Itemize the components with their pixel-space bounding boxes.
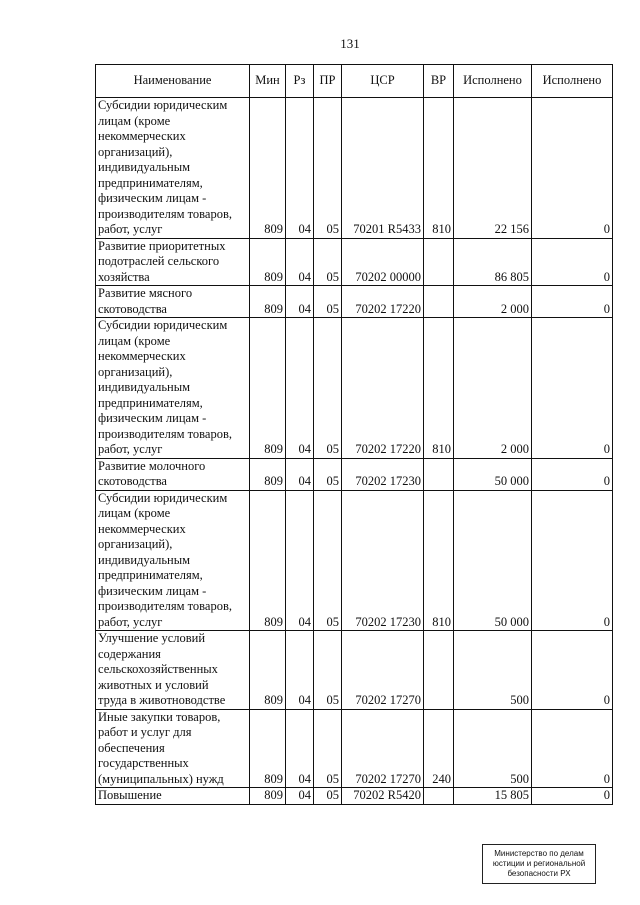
cell-name-line: производителям товаров,: [98, 426, 232, 441]
cell-vr: [424, 458, 454, 490]
cell-rz: 04: [286, 631, 314, 710]
cell-executed-2: 0: [532, 709, 613, 788]
cell-vr: 810: [424, 318, 454, 459]
header-vr: ВР: [424, 65, 454, 98]
cell-name-line: работ, услуг: [98, 442, 163, 456]
header-csr: ЦСР: [342, 65, 424, 98]
cell-executed-1: 22 156: [454, 98, 532, 239]
cell-executed-2: 0: [532, 490, 613, 631]
cell-name: [96, 709, 250, 788]
cell-vr: [424, 238, 454, 286]
cell-pr: 05: [314, 98, 342, 239]
stamp-line: безопасности РХ: [507, 869, 571, 878]
cell-executed-1: 2 000: [454, 286, 532, 318]
cell-name: [96, 788, 250, 805]
cell-rz: 04: [286, 286, 314, 318]
cell-min: 809: [250, 98, 286, 239]
cell-rz: 04: [286, 490, 314, 631]
cell-name-line: организаций),: [98, 144, 173, 159]
cell-executed-2: 0: [532, 286, 613, 318]
cell-vr: 240: [424, 709, 454, 788]
header-executed-2: Исполнено: [532, 65, 613, 98]
cell-pr: 05: [314, 490, 342, 631]
cell-pr: 05: [314, 318, 342, 459]
cell-min: 809: [250, 709, 286, 788]
cell-name-line: индивидуальным: [98, 160, 191, 174]
cell-min: 809: [250, 458, 286, 490]
cell-executed-1: 500: [454, 631, 532, 710]
cell-rz: 04: [286, 238, 314, 286]
cell-pr: 05: [314, 788, 342, 805]
cell-pr: 05: [314, 286, 342, 318]
table-body: [96, 98, 613, 805]
table-row: [96, 631, 613, 710]
cell-name-line: предпринимателям,: [98, 175, 203, 190]
cell-executed-2: 0: [532, 788, 613, 805]
cell-name: [96, 458, 250, 490]
header-pr: ПР: [314, 65, 342, 98]
cell-name-line: работ и услуг для: [98, 725, 192, 739]
cell-csr: 70202 17220: [342, 318, 424, 459]
cell-pr: 05: [314, 238, 342, 286]
cell-name-line: работ, услуг: [98, 614, 163, 629]
table-row: [96, 98, 613, 239]
table-row: [96, 709, 613, 788]
table-row: [96, 238, 613, 286]
stamp-line: юстиции и региональной: [492, 859, 586, 868]
cell-csr: 70201 R5433: [342, 98, 424, 239]
cell-vr: 810: [424, 490, 454, 631]
cell-name: [96, 286, 250, 318]
cell-name-line: труда в животноводстве: [98, 693, 226, 707]
cell-name-line: животных и условий: [98, 677, 209, 692]
cell-executed-1: 86 805: [454, 238, 532, 286]
header-min: Мин: [250, 65, 286, 98]
cell-executed-2: 0: [532, 631, 613, 710]
cell-min: 809: [250, 490, 286, 631]
cell-name-line: Повышение: [98, 788, 162, 802]
cell-name-line: Субсидии юридическим: [98, 318, 228, 332]
cell-name: [96, 631, 250, 710]
cell-name-line: предпринимателям,: [98, 568, 203, 582]
cell-name-line: Развитие молочного: [98, 458, 206, 473]
table-row: [96, 490, 613, 631]
cell-name-line: некоммерческих: [98, 521, 186, 536]
cell-name-line: обеспечения: [98, 740, 165, 755]
cell-csr: 70202 R5420: [342, 788, 424, 805]
cell-min: 809: [250, 286, 286, 318]
cell-name-line: содержания: [98, 646, 161, 661]
cell-pr: 05: [314, 709, 342, 788]
cell-executed-1: 50 000: [454, 490, 532, 631]
cell-name-line: физическим лицам -: [98, 191, 207, 205]
cell-executed-1: 500: [454, 709, 532, 788]
cell-name-line: физическим лицам -: [98, 583, 207, 598]
cell-rz: 04: [286, 318, 314, 459]
cell-name: [96, 238, 250, 286]
cell-csr: 70202 17270: [342, 709, 424, 788]
cell-csr: 70202 00000: [342, 238, 424, 286]
cell-vr: [424, 788, 454, 805]
cell-name-line: лицам (кроме: [98, 506, 171, 520]
cell-executed-2: 0: [532, 458, 613, 490]
cell-pr: 05: [314, 458, 342, 490]
cell-name-line: лицам (кроме: [98, 333, 171, 348]
cell-vr: [424, 631, 454, 710]
cell-min: 809: [250, 788, 286, 805]
cell-name-line: Субсидии юридическим: [98, 98, 228, 112]
cell-name-line: государственных: [98, 756, 189, 770]
cell-name-line: организаций),: [98, 364, 173, 379]
cell-name-line: индивидуальным: [98, 552, 191, 567]
cell-name-line: хозяйства: [98, 269, 150, 284]
cell-name: [96, 318, 250, 459]
cell-name-line: Развитие мясного: [98, 286, 193, 300]
cell-min: 809: [250, 318, 286, 459]
cell-executed-1: 50 000: [454, 458, 532, 490]
cell-name-line: производителям товаров,: [98, 206, 232, 221]
cell-name-line: Иные закупки товаров,: [98, 709, 221, 724]
cell-min: 809: [250, 238, 286, 286]
cell-vr: [424, 286, 454, 318]
cell-name: [96, 98, 250, 239]
cell-executed-2: 0: [532, 98, 613, 239]
cell-csr: 70202 17270: [342, 631, 424, 710]
cell-executed-2: 0: [532, 318, 613, 459]
cell-name-line: предпринимателям,: [98, 395, 203, 410]
page-number: 131: [340, 36, 360, 51]
cell-name-line: скотоводства: [98, 301, 167, 316]
table-row: [96, 788, 613, 805]
table-row: [96, 458, 613, 490]
cell-name-line: лицам (кроме: [98, 113, 171, 128]
cell-rz: 04: [286, 709, 314, 788]
cell-csr: 70202 17230: [342, 490, 424, 631]
ministry-stamp: [482, 844, 596, 884]
budget-table: [95, 64, 613, 805]
cell-name-line: Субсидии юридическим: [98, 490, 228, 505]
cell-rz: 04: [286, 98, 314, 239]
cell-min: 809: [250, 631, 286, 710]
cell-executed-2: 0: [532, 238, 613, 286]
stamp-line: Министерство по делам: [494, 849, 584, 858]
table-row: [96, 318, 613, 459]
cell-csr: 70202 17230: [342, 458, 424, 490]
cell-executed-1: 15 805: [454, 788, 532, 805]
header-rz: Рз: [286, 65, 314, 98]
cell-executed-1: 2 000: [454, 318, 532, 459]
header-executed-1: Исполнено: [454, 65, 532, 98]
header-name: Наименование: [96, 65, 250, 98]
cell-csr: 70202 17220: [342, 286, 424, 318]
table-row: [96, 286, 613, 318]
cell-name-line: скотоводства: [98, 474, 167, 488]
cell-rz: 04: [286, 458, 314, 490]
cell-rz: 04: [286, 788, 314, 805]
table-header-row: [96, 65, 613, 98]
cell-name-line: работ, услуг: [98, 222, 163, 236]
cell-pr: 05: [314, 631, 342, 710]
cell-name-line: некоммерческих: [98, 349, 186, 363]
cell-name-line: подотраслей сельского: [98, 254, 220, 268]
cell-name-line: некоммерческих: [98, 129, 186, 143]
cell-name: [96, 490, 250, 631]
cell-name-line: организаций),: [98, 537, 173, 551]
cell-name-line: физическим лицам -: [98, 411, 207, 425]
cell-name-line: Развитие приоритетных: [98, 238, 226, 253]
cell-name-line: (муниципальных) нужд: [98, 771, 224, 786]
cell-name-line: индивидуальным: [98, 380, 191, 394]
cell-name-line: сельскохозяйственных: [98, 662, 218, 676]
cell-name-line: Улучшение условий: [98, 631, 206, 645]
cell-vr: 810: [424, 98, 454, 239]
cell-name-line: производителям товаров,: [98, 599, 232, 613]
